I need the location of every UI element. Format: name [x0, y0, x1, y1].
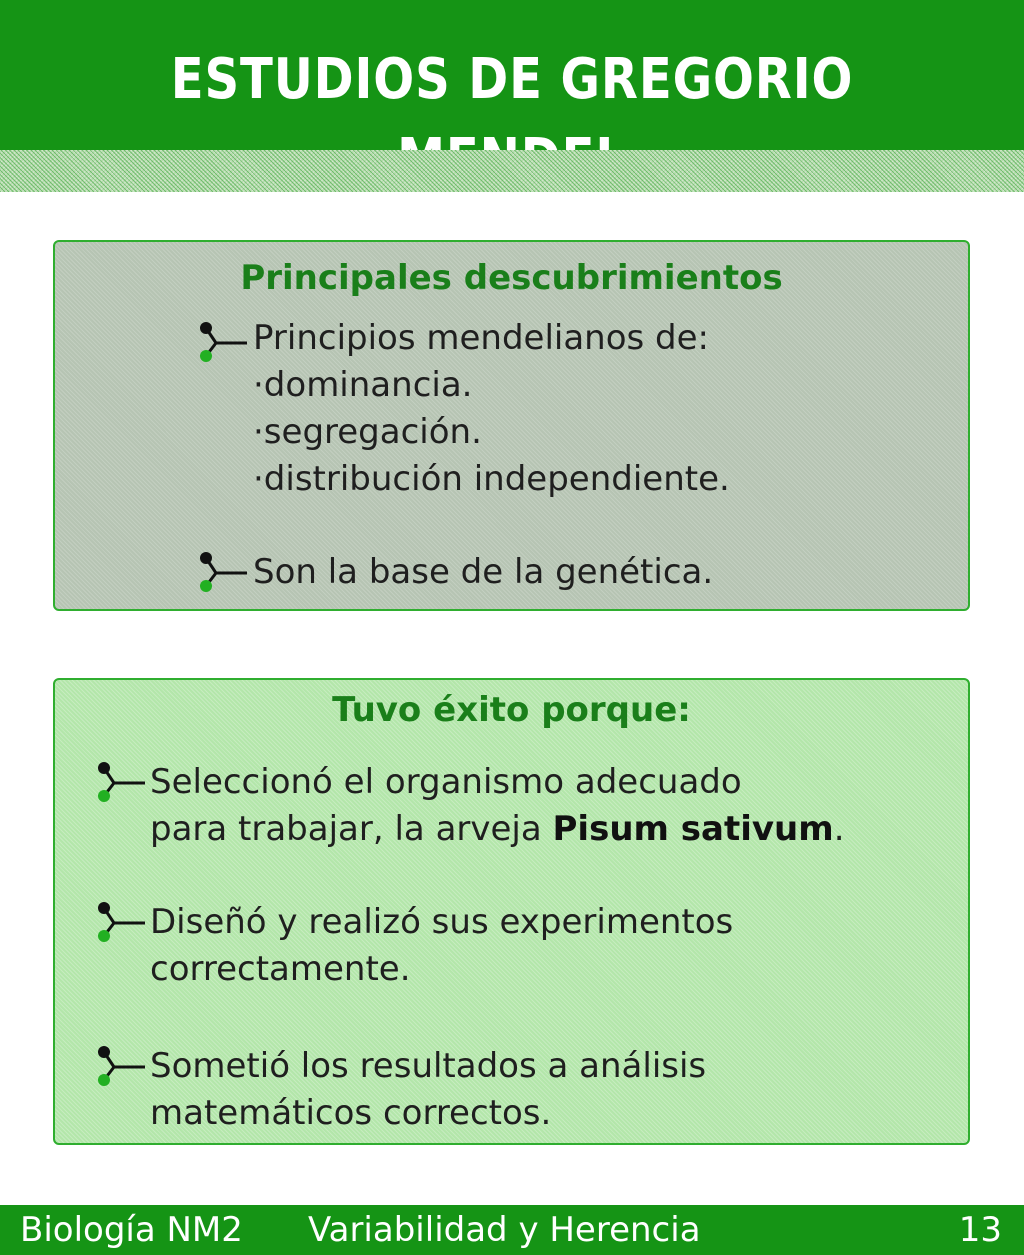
- success-reasons-item-1: [150, 759, 845, 853]
- success-reasons-item-3-line-1: Sometió los resultados a análisis: [150, 1046, 707, 1086]
- discoveries-item-2: [253, 549, 713, 596]
- success-reasons-item-2-line-2: correctamente.: [150, 949, 411, 989]
- discoveries-item-2-line-1: Son la base de la genética.: [253, 552, 714, 592]
- branch-bullet-icon: [199, 320, 249, 366]
- success-reasons-item-3-line-2: matemáticos correctos.: [150, 1093, 552, 1133]
- branch-bullet-icon: [97, 900, 147, 946]
- success-reasons-item-2-line-1: Diseñó y realizó sus experimentos: [150, 902, 734, 942]
- branch-bullet-icon: [97, 1044, 147, 1090]
- page-title: ESTUDIOS DE GREGORIO: [170, 47, 854, 112]
- discoveries-heading: Principales descubrimientos: [240, 258, 783, 298]
- branch-bullet-icon: [97, 760, 147, 806]
- line-prefix: para trabajar, la arveja: [150, 809, 553, 849]
- page-number: 13: [958, 1210, 1002, 1250]
- footer-bar: [0, 1205, 1024, 1255]
- header-bar: [0, 0, 1024, 150]
- success-reasons-item-1-line-2: [150, 806, 845, 853]
- discoveries-item-1-line-4: ·distribución independiente.: [253, 459, 730, 499]
- footer-unit: Variabilidad y Herencia: [308, 1210, 701, 1250]
- header-pattern-band: [0, 150, 1024, 192]
- discoveries-item-1-line-2: ·dominancia.: [253, 365, 473, 405]
- success-reasons-heading: Tuvo éxito porque:: [332, 690, 691, 730]
- success-reasons-box: [53, 678, 970, 1145]
- line-suffix: .: [833, 809, 845, 849]
- success-reasons-item-3: [150, 1043, 706, 1137]
- success-reasons-item-1-line-1: Seleccionó el organismo adecuado: [150, 762, 742, 802]
- discoveries-item-1: [253, 315, 730, 503]
- branch-bullet-icon: [199, 550, 249, 596]
- discoveries-item-1-line-3: ·segregación.: [253, 412, 482, 452]
- species-name: Pisum sativum: [552, 809, 834, 849]
- success-reasons-item-2: [150, 899, 733, 993]
- footer-subject: Biología NM2: [20, 1210, 243, 1250]
- discoveries-item-1-line-1: Principios mendelianos de:: [253, 318, 710, 358]
- discoveries-box: [53, 240, 970, 611]
